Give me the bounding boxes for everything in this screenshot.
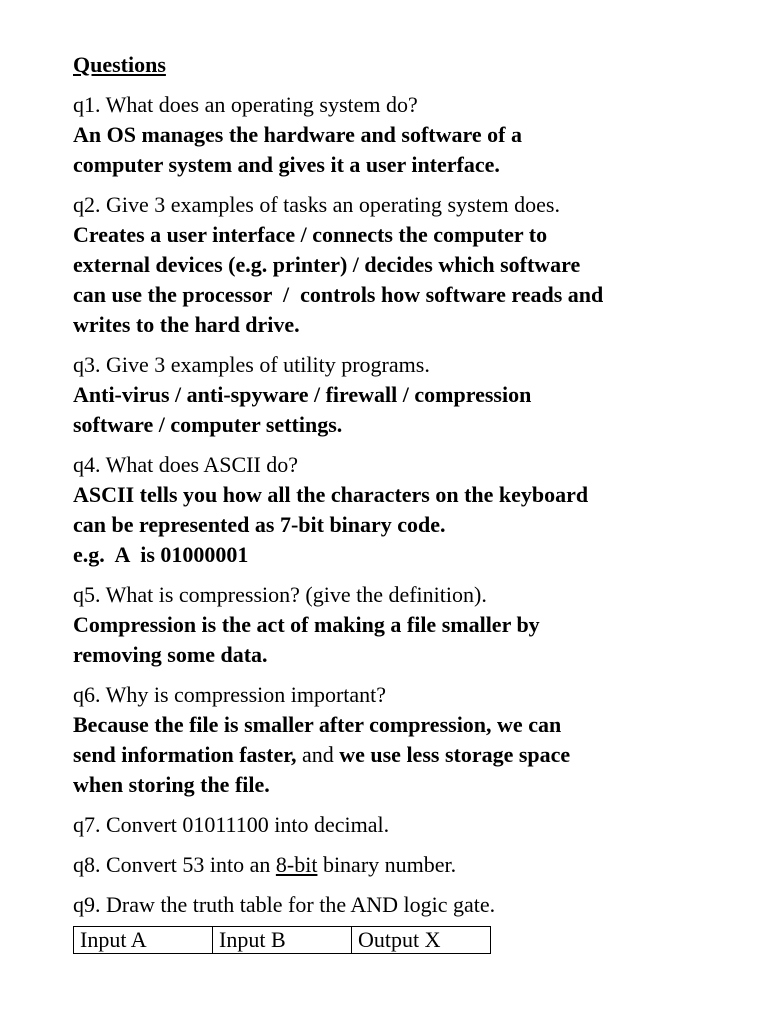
- answer-line: Anti-virus / anti-spyware / firewall / compression: [73, 382, 532, 407]
- answer-line: [73, 740, 713, 770]
- question-block-q2: [73, 190, 713, 340]
- question-text-part: binary number.: [317, 852, 457, 877]
- truth-table: [73, 926, 491, 954]
- document-page: [73, 50, 713, 954]
- question-block-q3: [73, 350, 713, 440]
- answer-line: An OS manages the hardware and software of a: [73, 122, 522, 147]
- question-text: q9. Draw the truth table for the AND logic gate.: [73, 892, 496, 917]
- answer-line: removing some data.: [73, 642, 268, 667]
- question-block-q9: [73, 890, 713, 920]
- question-block-q4: [73, 450, 713, 570]
- answer-line: external devices (e.g. printer) / decides which software: [73, 252, 581, 277]
- underlined-term: 8-bit: [275, 852, 318, 877]
- answer-bold-part: send information faster,: [73, 742, 297, 767]
- answer-line: software / computer settings.: [73, 412, 343, 437]
- question-text: q1. What does an operating system do?: [73, 92, 418, 117]
- question-text-part: q8. Convert 53 into an: [73, 852, 276, 877]
- truth-table-header-row: [74, 927, 491, 954]
- answer-bold-part: we use less storage space: [339, 742, 571, 767]
- question-block-q1: [73, 90, 713, 180]
- question-text: q3. Give 3 examples of utility programs.: [73, 352, 430, 377]
- answer-line: Compression is the act of making a file smaller by: [73, 612, 540, 637]
- column-header-input-a: Input A: [74, 927, 213, 954]
- answer-line: e.g. A is 01000001: [73, 542, 249, 567]
- question-text: q5. What is compression? (give the definition).: [73, 582, 487, 607]
- question-text: q7. Convert 01011100 into decimal.: [73, 812, 390, 837]
- answer-normal-part: and: [296, 742, 340, 767]
- answer-line: computer system and gives it a user interface.: [73, 152, 500, 177]
- column-header-output-x: Output X: [352, 927, 491, 954]
- question-text: q2. Give 3 examples of tasks an operating system does.: [73, 192, 560, 217]
- answer-line: writes to the hard drive.: [73, 312, 300, 337]
- answer-line: Because the file is smaller after compression, we can: [73, 712, 562, 737]
- question-text: q6. Why is compression important?: [73, 682, 387, 707]
- question-block-q6: [73, 680, 713, 800]
- answer-line: when storing the file.: [73, 772, 270, 797]
- answer-line: can use the processor / controls how software reads and: [73, 282, 604, 307]
- answer-line: Creates a user interface / connects the computer to: [73, 222, 548, 247]
- answer-line: ASCII tells you how all the characters on the keyboard: [73, 482, 589, 507]
- page-heading: Questions: [73, 52, 166, 77]
- question-block-q7: [73, 810, 713, 840]
- question-block-q5: [73, 580, 713, 670]
- question-text: [73, 850, 713, 880]
- answer-line: can be represented as 7-bit binary code.: [73, 512, 446, 537]
- column-header-input-b: Input B: [213, 927, 352, 954]
- question-block-q8: [73, 850, 713, 880]
- question-text: q4. What does ASCII do?: [73, 452, 299, 477]
